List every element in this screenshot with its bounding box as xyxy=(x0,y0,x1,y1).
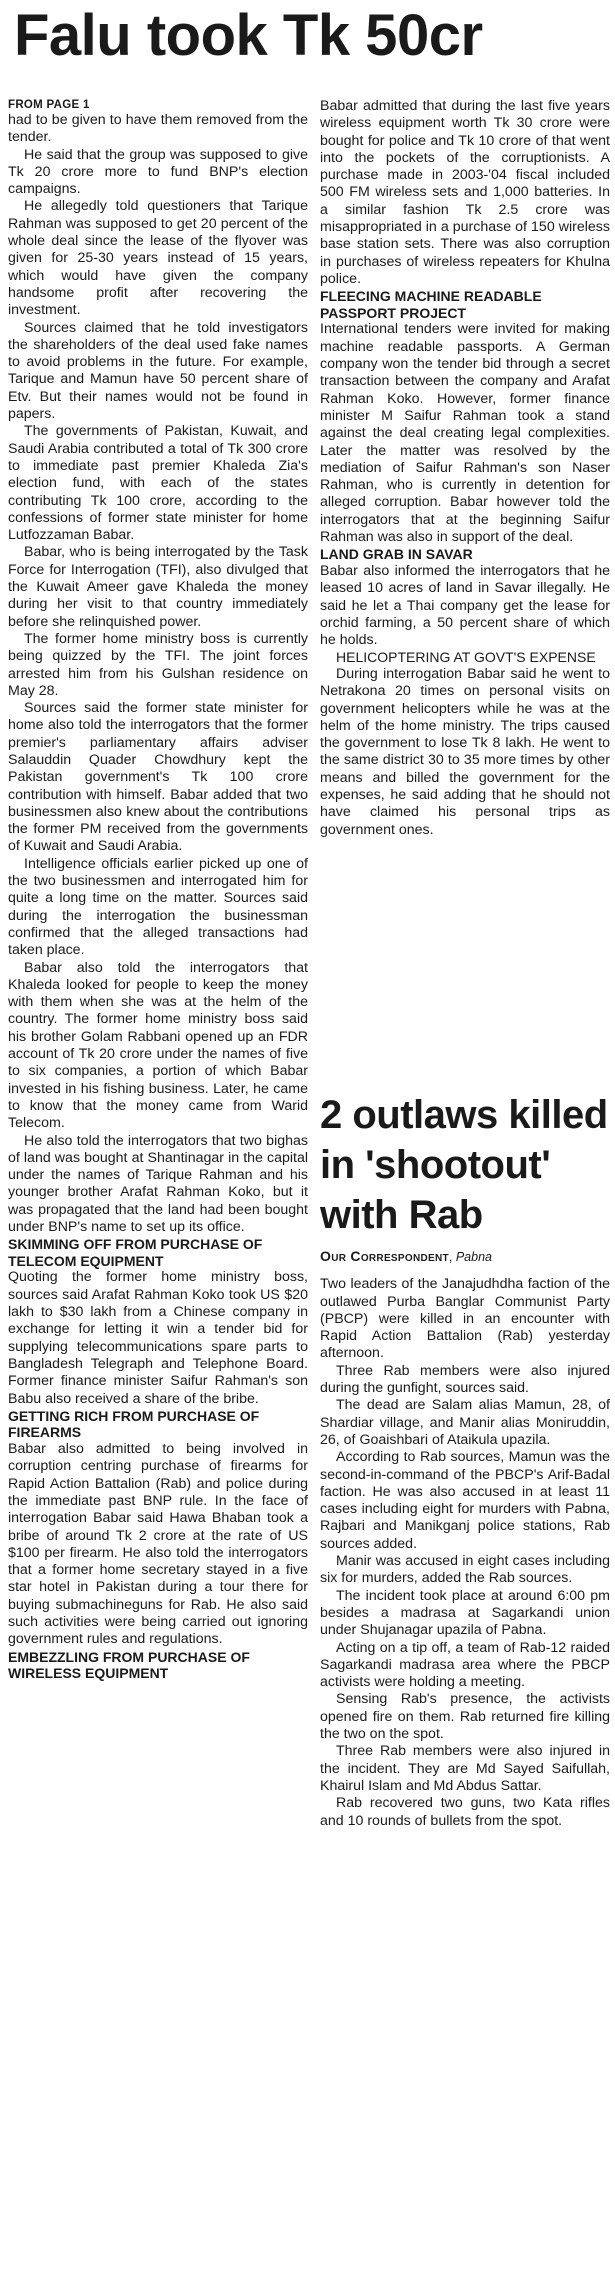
byline-place: Pabna xyxy=(455,1250,492,1264)
paragraph: He said that the group was supposed to give Tk 20 crore more to fund BNP's election campaigns. xyxy=(8,146,308,198)
paragraph: Babar admitted that during the last five years wireless equipment worth Tk 30 crore were bought for police and Tk 10 crore of that went into the pockets of the corruptionists. A purchase made in 2003-'04 fiscal included 500 FM wireless sets and 1,000 batteries. In a similar fashion Tk 2.5 crore was misappropriated in a purchase of 150 wireless base station sets. There was also corruption in purchases of wireless repeaters for Khulna police. xyxy=(320,98,610,287)
paragraph: Two leaders of the Janajudhdha faction of the outlawed Purba Banglar Communist Party (PBCP) were killed in an encounter with Rapid Action Battalion (Rab) yesterday afternoon. xyxy=(320,1276,610,1362)
paragraph: The former home ministry boss is currently being quizzed by the TFI. The joint forces arrested him from his Gulshan residence on May 28. xyxy=(8,630,308,699)
paragraph: Acting on a tip off, a team of Rab-12 raided Sagarkandi madrasa area where the PBCP activists were holding a meeting. xyxy=(320,1639,610,1691)
left-column xyxy=(8,98,308,2288)
subhead-wireless: EMBEZZLING FROM PURCHASE OF WIRELESS EQUIPMENT xyxy=(8,1648,250,1682)
paragraph: During interrogation Babar said he went to Netrakona 20 times on personal visits on government helicopters while he was at the helm of the home ministry. The trips caused the government to lose Tk 8 lakh. He went to the same district 30 to 35 more times by other means and billed the government for the expenses, he said adding that he should not have claimed his personal trips as government ones. xyxy=(320,665,610,838)
paragraph: Manir was accused in eight cases including six for murders, added the Rab sources. xyxy=(320,1553,610,1587)
paragraph: Babar also admitted to being involved in corruption centring purchase of firearms for Rapid Action Battalion (Rab) and police during the immediate past BNP rule. In the face of interrogation Babar said Hawa Bhaban took a bribe of around Tk 2 crore at the rate of US $100 per firearm. He also told the interrogators that a former home secretary stayed in a five star hotel in Pakistan during a tour there for buying submachineguns for Rab. He also said such activities were being carried out ignoring government rules and regulations. xyxy=(8,1441,308,1648)
paragraph: The governments of Pakistan, Kuwait, and Saudi Arabia contributed a total of Tk 300 crore to immediate past premier Khaleda Zia's election fund, with each of the states contributing Tk 100 crore, according to the confessions of former state minister for home Lutfozzaman Babar. xyxy=(8,423,308,544)
paragraph: Three Rab members were also injured in the incident. They are Md Sayed Saifullah, Khairul Islam and Md Abdus Sattar. xyxy=(320,1743,610,1794)
paragraph: Babar, who is being interrogated by the Task Force for Interrogation (TFI), also divulged that the Kuwait Ameer gave Khaleda the money during her visit to that country immediately before she relinquished power. xyxy=(8,544,308,630)
story2-headline: 2 outlaws killed in 'shootout' with Rab xyxy=(320,1093,608,1237)
paragraph: The dead are Salam alias Mamun, 28, of Shardiar village, and Manir alias Moniruddin, 26, of Goaishbari of Ataikula upazila. xyxy=(320,1397,610,1448)
subhead-helicoptering: HELICOPTERING AT GOVT'S EXPENSE xyxy=(336,649,596,666)
paragraph: Rab recovered two guns, two Kata rifles and 10 rounds of bullets from the spot. xyxy=(320,1795,610,1829)
subhead-land-grab: LAND GRAB IN SAVAR xyxy=(320,546,473,563)
paragraph: Sources said the former state minister for home also told the interrogators that the former premier's parliamentary affairs adviser Salauddin Quader Chowdhury kept the Pakistan government's Tk 100 crore contribution with himself. Babar added that two businessmen also knew about the contributions the former PM received from the governments of Kuwait and Saudi Arabia. xyxy=(8,700,308,855)
paragraph: Intelligence officials earlier picked up one of the two businessmen and interrogated him for quite a long time on the matter. Sources said during the interrogation the businessman confirmed that the alleged transactions had taken place. xyxy=(8,855,308,959)
paragraph: Babar also informed the interrogators that he leased 10 acres of land in Savar illegally. He said he let a Thai company get the lease for orchid farming, a 50 percent share of which he holds. xyxy=(320,562,610,649)
paragraph: According to Rab sources, Mamun was the second-in-command of the PBCP's Arif-Badal faction. He was also accused in at least 11 cases including eight for murders with Pabna, Rajbari and Manikganj police stations, Rab sources added. xyxy=(320,1449,610,1552)
paragraph: He also told the interrogators that two bighas of land was bought at Shantinagar in the capital under the names of Tarique Rahman and his younger brother Arafat Rahman Koko, but it was propagated that the land had been bought under BNP's name to set up its office. xyxy=(8,1132,308,1235)
headline: Falu took Tk 50cr xyxy=(14,3,483,68)
outlaws-story xyxy=(320,1090,610,1830)
paragraph: International tenders were invited for making machine readable passports. A German company won the tender bid through a secret transaction between the company and Arafat Rahman Koko. However, former finance minister M Saifur Rahman took a stand against the deal creating legal complexities. Later the matter was resolved by the mediation of Saifur Rahman's son Naser Rahman, who is currently in detention for alleged corruption. Babar however told the interrogators that at the beginning Saifur Rahman was also in support of the deal. xyxy=(320,321,610,546)
subhead-firearms: GETTING RICH FROM PURCHASE OF FIREARMS xyxy=(8,1407,260,1441)
byline: Our Correspondent, Pabna xyxy=(320,1248,492,1264)
subhead-passport: FLEECING MACHINE READABLE PASSPORT PROJECT xyxy=(320,288,542,321)
paragraph: Sources claimed that he told investigators the shareholders of the deal used fake names to avoid problems in the future. For example, Tarique and Mamun have 50 percent share of Etv. But their names would not be found in papers. xyxy=(8,319,308,423)
paragraph: Three Rab members were also injured during the gunfight, sources said. xyxy=(320,1362,610,1397)
from-page-label: FROM PAGE 1 xyxy=(8,99,90,111)
paragraph: Sensing Rab's presence, the activists opened fire on them. Rab returned fire killing the two on the spot. xyxy=(320,1691,610,1743)
subhead-telecom: SKIMMING OFF FROM PURCHASE OF TELECOM EQUIPMENT xyxy=(8,1236,263,1269)
paragraph: He allegedly told questioners that Tarique Rahman was supposed to get 20 percent of the whole deal since the lease of the flyover was given for 25-30 years instead of 15 years, which would have given the company handsome profit after recovering the investment. xyxy=(8,198,308,319)
paragraph: Babar also told the interrogators that Khaleda looked for people to keep the money with them when she was at the helm of the country. The former home ministry boss said his brother Golam Rabbani opened up an FDR account of Tk 20 crore under the names of five to six companies, a portion of which Babar invested in his fishing business. Later, he came to know that the money came from Warid Telecom. xyxy=(8,959,308,1132)
right-column xyxy=(320,98,610,839)
byline-author: Our Correspondent xyxy=(320,1248,449,1264)
paragraph: The incident took place at around 6:00 pm besides a madrasa at Sagarkandi union under Shujanagar upazila of Pabna. xyxy=(320,1587,610,1639)
paragraph: had to be given to have them removed from the tender. xyxy=(8,112,308,146)
paragraph: Quoting the former home ministry boss, sources said Arafat Rahman Koko took US $20 lakh to $30 lakh from a Chinese company in exchange for letting it win a tender bid for supplying telecommunications spare parts to Bangladesh Telegraph and Telephone Board. Former finance minister Saifur Rahman's son Babu also received a share of the bribe. xyxy=(8,1269,308,1407)
